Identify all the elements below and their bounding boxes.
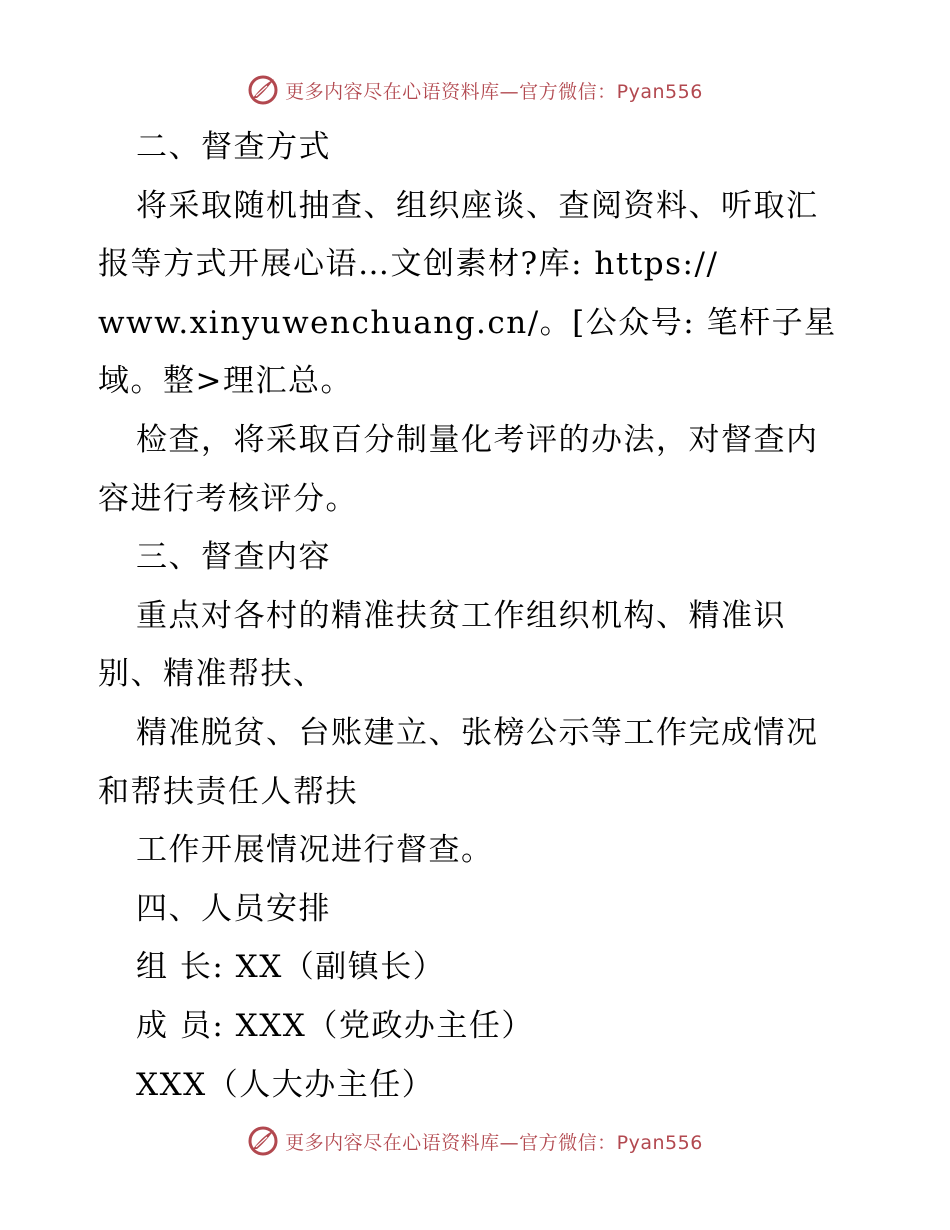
document-body [98, 118, 858, 1114]
header-banner-text: 更多内容尽在心语资料库—官方微信：Pyan556 [285, 80, 703, 103]
paragraph-line: 将采取随机抽查、组织座谈、查阅资料、听取汇 [136, 187, 819, 224]
quill-seal-icon [247, 1125, 279, 1157]
paragraph-line: 工作开展情况进行督查。 [136, 832, 494, 869]
paragraph-line: 容进行考核评分。 [98, 480, 358, 517]
paragraph-line: 和帮扶责任人帮扶 [98, 773, 358, 810]
paragraph-line: 报等方式开展心语…文创素材?库: https:// [98, 246, 719, 283]
staff-member-line: XXX（人大办主任） [136, 1066, 435, 1103]
quill-seal-icon [247, 74, 279, 106]
paragraph-line: 精准脱贫、台账建立、张榜公示等工作完成情况 [136, 714, 819, 751]
paragraph-line: 别、精准帮扶、 [98, 656, 326, 693]
footer-banner-text: 更多内容尽在心语资料库—官方微信：Pyan556 [285, 1131, 703, 1154]
paragraph-line: 域。整>理汇总。 [98, 363, 353, 400]
section-heading-method: 二、督查方式 [136, 129, 331, 165]
header-watermark-banner [0, 70, 950, 110]
paragraph-line: www.xinyuwenchuang.cn/。[公众号: 笔杆子星 [98, 304, 837, 341]
staff-leader-line: 组 长: XX（副镇长） [136, 949, 446, 986]
section-heading-content: 三、督查内容 [136, 539, 331, 576]
footer-watermark-banner [0, 1121, 950, 1161]
paragraph-line: 重点对各村的精准扶贫工作组织机构、精准识 [136, 597, 786, 634]
paragraph-line: 检查，将采取百分制量化考评的办法，对督查内 [136, 421, 819, 458]
section-heading-staffing: 四、人员安排 [136, 890, 331, 927]
staff-member-line: 成 员: XXX（党政办主任） [136, 1007, 534, 1044]
